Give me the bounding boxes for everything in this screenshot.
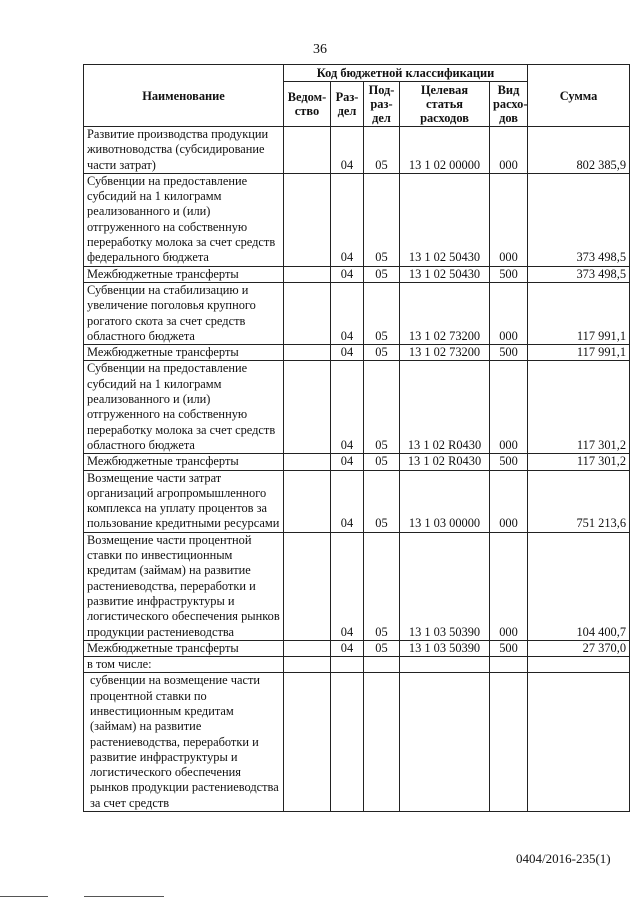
row-podrazdel: 05 bbox=[364, 470, 400, 532]
row-vedomstvo bbox=[284, 266, 331, 282]
row-expense-type: 500 bbox=[490, 345, 528, 361]
row-target-article: 13 1 02 00000 bbox=[400, 127, 490, 174]
row-target-article: 13 1 02 R0430 bbox=[400, 361, 490, 454]
row-vedomstvo bbox=[284, 345, 331, 361]
row-name: в том числе: bbox=[84, 657, 284, 673]
row-razdel bbox=[331, 673, 364, 812]
table-row bbox=[84, 361, 630, 454]
row-sum: 104 400,7 bbox=[528, 532, 630, 640]
row-target-article: 13 1 03 50390 bbox=[400, 640, 490, 656]
table-row bbox=[84, 173, 630, 266]
row-expense-type: 000 bbox=[490, 173, 528, 266]
row-podrazdel: 05 bbox=[364, 127, 400, 174]
row-target-article: 13 1 03 50390 bbox=[400, 532, 490, 640]
table-row bbox=[84, 640, 630, 656]
page-number: 36 bbox=[313, 42, 327, 57]
row-vedomstvo bbox=[284, 673, 331, 812]
row-name: Возмещение части процентной ставки по инвестиционным кредитам (займам) на развитие растениеводства, переработки и развитие инфраструктуры и логистического обеспечения рынков продукции растениеводства bbox=[84, 532, 284, 640]
header-target-article: Целевая статья расходов bbox=[400, 82, 490, 127]
row-expense-type: 000 bbox=[490, 470, 528, 532]
row-name: субвенции на возмещение части процентной ставки по инвестиционным кредитам (займам) на развитие растениеводства, переработки и развитие инфраструктуры и логистического обеспечения рынков продукции растениеводства за счет средств bbox=[84, 673, 284, 812]
row-podrazdel: 05 bbox=[364, 454, 400, 470]
row-razdel bbox=[331, 657, 364, 673]
row-razdel: 04 bbox=[331, 454, 364, 470]
row-vedomstvo bbox=[284, 532, 331, 640]
row-sum bbox=[528, 673, 630, 812]
budget-table bbox=[83, 64, 630, 812]
row-sum: 373 498,5 bbox=[528, 173, 630, 266]
table-row bbox=[84, 345, 630, 361]
row-name: Межбюджетные трансферты bbox=[84, 454, 284, 470]
row-name: Субвенции на стабилизацию и увеличение поголовья крупного рогатого скота за счет средств областного бюджета bbox=[84, 282, 284, 344]
header-classification: Код бюджетной классификации bbox=[284, 65, 528, 82]
row-sum: 117 301,2 bbox=[528, 361, 630, 454]
table-row bbox=[84, 657, 630, 673]
row-target-article: 13 1 03 00000 bbox=[400, 470, 490, 532]
header-expense-type: Вид расхо-дов bbox=[490, 82, 528, 127]
row-expense-type: 500 bbox=[490, 640, 528, 656]
row-podrazdel: 05 bbox=[364, 266, 400, 282]
header-vedomstvo: Ведом-ство bbox=[284, 82, 331, 127]
row-vedomstvo bbox=[284, 454, 331, 470]
row-razdel: 04 bbox=[331, 532, 364, 640]
table-row bbox=[84, 470, 630, 532]
row-expense-type: 500 bbox=[490, 454, 528, 470]
row-target-article: 13 1 02 73200 bbox=[400, 345, 490, 361]
footer-divider bbox=[0, 896, 48, 897]
row-podrazdel: 05 bbox=[364, 640, 400, 656]
document-code: 0404/2016-235(1) bbox=[516, 851, 611, 866]
row-target-article bbox=[400, 657, 490, 673]
row-vedomstvo bbox=[284, 173, 331, 266]
row-vedomstvo bbox=[284, 657, 331, 673]
table-row bbox=[84, 266, 630, 282]
row-vedomstvo bbox=[284, 361, 331, 454]
row-expense-type bbox=[490, 657, 528, 673]
header-razdel: Раз-дел bbox=[331, 82, 364, 127]
row-podrazdel bbox=[364, 657, 400, 673]
row-sum: 751 213,6 bbox=[528, 470, 630, 532]
row-target-article: 13 1 02 50430 bbox=[400, 266, 490, 282]
row-razdel: 04 bbox=[331, 282, 364, 344]
row-podrazdel: 05 bbox=[364, 532, 400, 640]
row-razdel: 04 bbox=[331, 345, 364, 361]
row-sum: 117 991,1 bbox=[528, 282, 630, 344]
row-expense-type: 000 bbox=[490, 282, 528, 344]
row-podrazdel: 05 bbox=[364, 345, 400, 361]
table-row bbox=[84, 127, 630, 174]
row-razdel: 04 bbox=[331, 127, 364, 174]
row-vedomstvo bbox=[284, 127, 331, 174]
row-podrazdel: 05 bbox=[364, 361, 400, 454]
row-vedomstvo bbox=[284, 640, 331, 656]
row-podrazdel bbox=[364, 673, 400, 812]
row-sum: 117 991,1 bbox=[528, 345, 630, 361]
row-name: Возмещение части затрат организаций агропромышленного комплекса на уплату процентов за пользование кредитными ресурсами bbox=[84, 470, 284, 532]
row-target-article: 13 1 02 R0430 bbox=[400, 454, 490, 470]
row-vedomstvo bbox=[284, 470, 331, 532]
row-name: Субвенции на предоставление субсидий на 1 килограмм реализованного и (или) отгруженного на собственную переработку молока за счет средств областного бюджета bbox=[84, 361, 284, 454]
row-target-article bbox=[400, 673, 490, 812]
row-razdel: 04 bbox=[331, 173, 364, 266]
row-sum: 27 370,0 bbox=[528, 640, 630, 656]
row-name: Субвенции на предоставление субсидий на 1 килограмм реализованного и (или) отгруженного на собственную переработку молока за счет средств федерального бюджета bbox=[84, 173, 284, 266]
row-expense-type bbox=[490, 673, 528, 812]
row-name: Развитие производства продукции животноводства (субсидирование части затрат) bbox=[84, 127, 284, 174]
table-row bbox=[84, 454, 630, 470]
footer-divider bbox=[84, 896, 164, 897]
row-sum: 373 498,5 bbox=[528, 266, 630, 282]
row-target-article: 13 1 02 50430 bbox=[400, 173, 490, 266]
row-sum bbox=[528, 657, 630, 673]
row-razdel: 04 bbox=[331, 470, 364, 532]
row-name: Межбюджетные трансферты bbox=[84, 345, 284, 361]
row-expense-type: 000 bbox=[490, 127, 528, 174]
row-target-article: 13 1 02 73200 bbox=[400, 282, 490, 344]
row-expense-type: 500 bbox=[490, 266, 528, 282]
row-sum: 802 385,9 bbox=[528, 127, 630, 174]
row-razdel: 04 bbox=[331, 266, 364, 282]
header-name: Наименование bbox=[84, 65, 284, 127]
header-podrazdel: Под-раз-дел bbox=[364, 82, 400, 127]
row-name: Межбюджетные трансферты bbox=[84, 640, 284, 656]
table-row bbox=[84, 532, 630, 640]
row-expense-type: 000 bbox=[490, 532, 528, 640]
row-podrazdel: 05 bbox=[364, 173, 400, 266]
header-sum: Сумма bbox=[528, 65, 630, 127]
row-expense-type: 000 bbox=[490, 361, 528, 454]
row-name: Межбюджетные трансферты bbox=[84, 266, 284, 282]
row-sum: 117 301,2 bbox=[528, 454, 630, 470]
table-row bbox=[84, 673, 630, 812]
row-razdel: 04 bbox=[331, 640, 364, 656]
row-razdel: 04 bbox=[331, 361, 364, 454]
table-row bbox=[84, 282, 630, 344]
row-vedomstvo bbox=[284, 282, 331, 344]
row-podrazdel: 05 bbox=[364, 282, 400, 344]
